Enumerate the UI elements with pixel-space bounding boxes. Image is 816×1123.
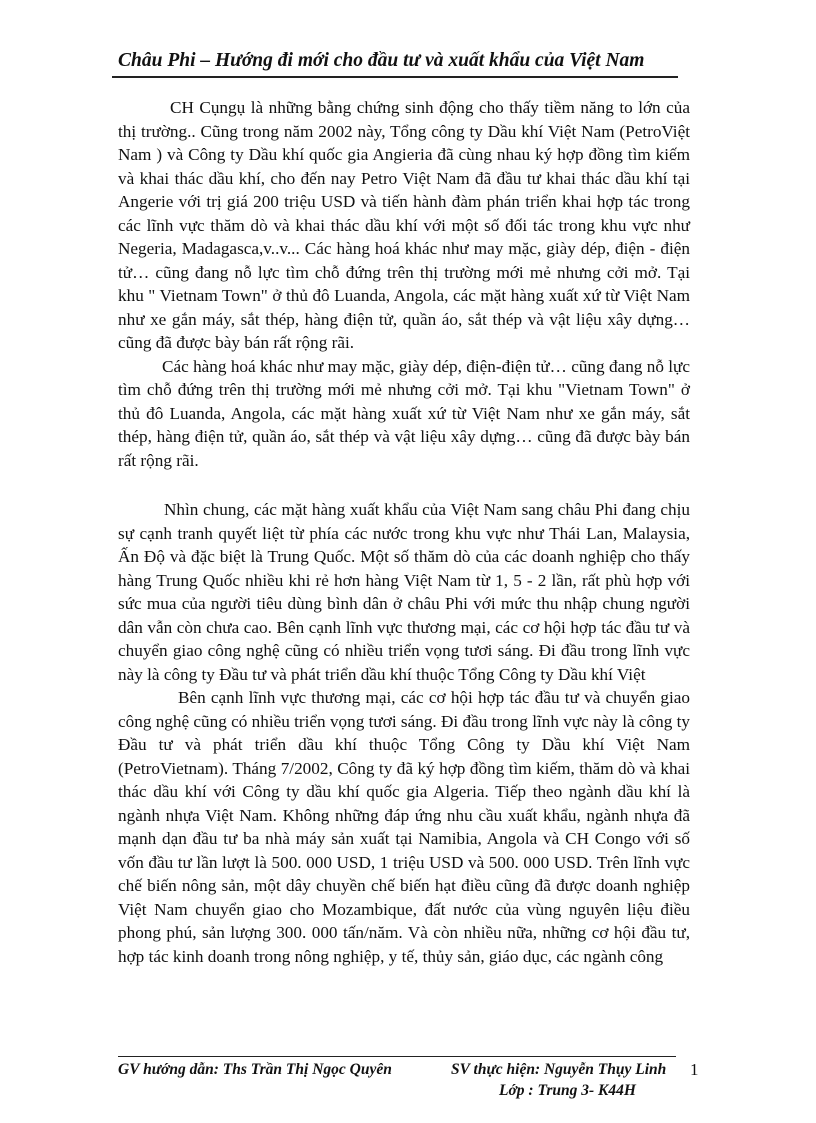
footer-student: SV thực hiện: Nguyễn Thụy Linh [451, 1061, 667, 1078]
header-rule [112, 76, 678, 78]
page-number: 1 [690, 1060, 699, 1079]
body-paragraph-3: Nhìn chung, các mặt hàng xuất khẩu của Việt Nam sang châu Phi đang chịu sự cạnh tranh quyết liệt từ phía các nước trong khu vực như Thái Lan, Malaysia, Ấn Độ và đặc biệt là Trung Quốc. Một số thăm dò của các doanh nghiệp cho thấy hàng Trung Quốc nhiều khi rẻ hơn hàng Việt Nam từ 1, 5 - 2 lần, rất phù hợp với sức mua của người tiêu dùng bình dân ở châu Phi với mức thu nhập chung người dân vẫn còn chưa cao. Bên cạnh lĩnh vực thương mại, các cơ hội hợp tác đầu tư và chuyển giao công nghệ cũng có nhiều triển vọng tươi sáng. Đi đầu trong lĩnh vực này là công ty Đầu tư và phát triển dầu khí thuộc Tổng Công ty Dầu khí Việt [118, 500, 690, 684]
footer-advisor: GV hướng dẫn: Ths Trần Thị Ngọc Quyên [118, 1061, 392, 1078]
footer-class: Lớp : Trung 3- K44H [499, 1082, 636, 1099]
document-body [118, 96, 690, 968]
body-paragraph-4: Bên cạnh lĩnh vực thương mại, các cơ hội hợp tác đầu tư và chuyển giao công nghệ cũng có nhiều triển vọng tươi sáng. Đi đầu trong lĩnh vực này là công ty Đầu tư và phát triển dầu khí thuộc Tổng Công ty Dầu khí Việt Nam (PetroVietnam). Tháng 7/2002, Công ty đã ký hợp đồng tìm kiếm, thăm dò và khai thác dầu khí với Công ty dầu khí quốc gia Algeria. Tiếp theo ngành dầu khí là ngành nhựa Việt Nam. Không những đáp ứng nhu cầu xuất khẩu, ngành nhựa đã mạnh dạn đầu tư ba nhà máy sản xuất tại Namibia, Angola và CH Congo với số vốn đầu tư lần lượt là 500. 000 USD, 1 triệu USD và 500. 000 USD. Trên lĩnh vực chế biến nông sản, một dây chuyền chế biến hạt điều cũng đã được doanh nghiệp Việt Nam chuyển giao cho Mozambique, đất nước của vùng nguyên liệu điều phong phú, sản lượng 300. 000 tấn/năm. Và còn nhiều nữa, những cơ hội đầu tư, hợp tác kinh doanh trong nông nghiệp, y tế, thủy sản, giáo dục, các ngành công [118, 688, 690, 966]
body-paragraph-1: CH Cụngụ là những bằng chứng sinh động cho thấy tiềm năng to lớn của thị trường.. Cũng trong năm 2002 này, Tổng công ty Dầu khí Việt Nam (PetroViệt Nam ) và Công ty Dầu khí quốc gia Angieria đã cùng nhau ký hợp đồng tìm kiếm và khai thác dầu khí, cho đến nay Petro Việt Nam đã đầu tư khai thác dầu khí tại Angerie với trị giá 200 triệu USD và tiến hành đàm phán triển khai hợp tác trong các lĩnh vực thăm dò và khai thác dầu khí với một số đối tác trong khu vực như Negeria, Madagasca,v..v... Các hàng hoá khác như may mặc, giày dép, điện - điện tử… cũng đang nỗ lực tìm chỗ đứng trên thị trường mới mẻ nhưng cởi mở. Tại khu " Vietnam Town" ở thủ đô Luanda, Angola, các mặt hàng xuất xứ từ Việt Nam như xe gắn máy, sắt thép, hàng điện tử, quần áo, sắt thép và vật liệu xây dựng… cũng đã được bày bán rất rộng rãi. [118, 98, 690, 352]
footer-rule [118, 1056, 676, 1057]
body-paragraph-2: Các hàng hoá khác như may mặc, giày dép, điện-điện tử… cũng đang nỗ lực tìm chỗ đứng trên thị trường mới mẻ nhưng cởi mở. Tại khu "Vietnam Town" ở thủ đô Luanda, Angola, các mặt hàng xuất xứ từ Việt Nam như xe gắn máy, sắt thép, hàng điện tử, quần áo, sắt thép và vật liệu xây dựng… cũng đã được bày bán rất rộng rãi. [118, 356, 690, 470]
page-header-title: Châu Phi – Hướng đi mới cho đầu tư và xuất khẩu của Việt Nam [118, 50, 645, 71]
